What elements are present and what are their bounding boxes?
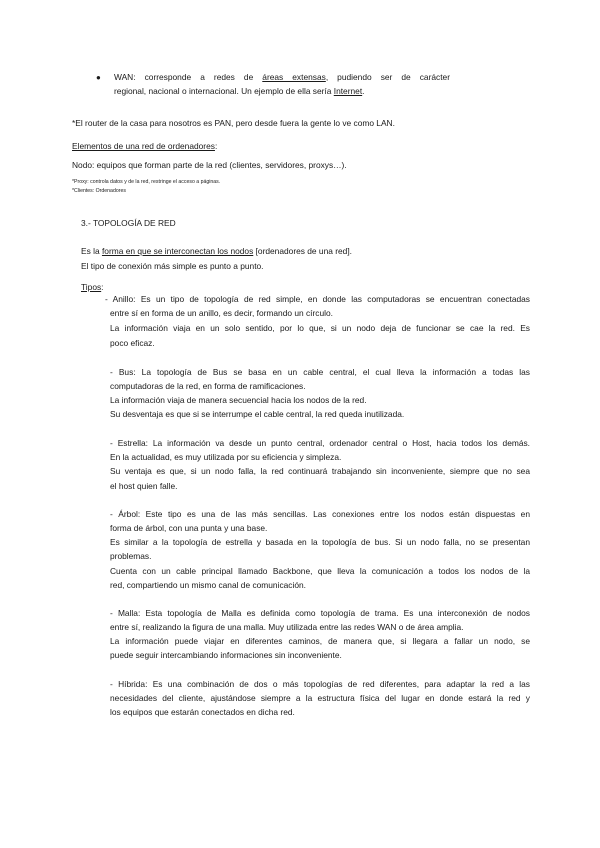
note-proxy: *Proxy: controla datos y de la red, restringe el acceso a páginas. <box>72 179 221 185</box>
arbol-line-1: - Árbol: Este tipo es una de las más sencillas. Las conexiones entre los nodos están dispuestas en <box>110 509 530 519</box>
topologia-definition: Es la forma en que se interconectan los nodos [ordenadores de una red]. <box>81 246 352 256</box>
arbol-line-4: problemas. <box>110 551 152 561</box>
malla-line-2: entre sí, realizando la figura de una malla. Muy utilizada entre las redes WAN o de área amplia. <box>110 622 464 632</box>
hibrida-line-2: necesidades del cliente, ajustándose siempre a la estructura física del lugar en donde estará la red y <box>110 693 530 703</box>
anillo-line-2: entre sí en forma de un anillo, es decir, formando un círculo. <box>110 308 333 318</box>
anillo-line-1: - Anillo: Es un tipo de topología de red simple, en donde las computadoras se encuentran conectadas <box>105 294 530 304</box>
hibrida-line-3: los equipos que estarán conectados en dicha red. <box>110 707 295 717</box>
arbol-line-3: Es similar a la topología de estrella y basada en la topología de bus. Si un nodo falla, no se presentan <box>110 537 530 547</box>
arbol-line-6: red, compartiendo un mismo canal de comunicación. <box>110 580 306 590</box>
malla-line-1: - Malla: Esta topología de Malla es definida como topología de trama. Es una interconexión de nodos <box>110 608 530 618</box>
nodo-definition: Nodo: equipos que forman parte de la red (clientes, servidores, proxys…). <box>72 160 347 170</box>
internet-link[interactable]: Internet <box>333 86 363 96</box>
bus-line-3: La información viaja de manera secuencial hacia los nodos de la red. <box>110 395 367 405</box>
anillo-line-4: poco eficaz. <box>110 338 155 348</box>
estrella-line-1: - Estrella: La información va desde un punto central, ordenador central o Host, hacia todos los demás. <box>110 438 530 448</box>
malla-line-4: puede seguir intercambiando informaciones sin inconveniente. <box>110 650 342 660</box>
bus-line-2: computadoras de la red, en forma de ramificaciones. <box>110 381 306 391</box>
arbol-line-2: forma de árbol, con una punta y una base. <box>110 523 268 533</box>
estrella-line-4: el host quien falle. <box>110 481 178 491</box>
note-clientes: *Clientes: Ordenadores <box>72 188 126 194</box>
estrella-line-3: Su ventaja es que, si un nodo falla, la red continuará trabajando sin inconveniente, siempre que no sea <box>110 466 530 476</box>
anillo-line-3: La información viaja en un solo sentido, por lo que, si un nodo deja de funcionar se cae la red. Es <box>110 323 530 333</box>
bus-line-4: Su desventaja es que si se interrumpe el cable central, la red queda inutilizada. <box>110 409 405 419</box>
bus-line-1: - Bus: La topología de Bus se basa en un cable central, el cual lleva la información a todas las <box>110 367 530 377</box>
wan-line-2: regional, nacional o internacional. Un ejemplo de ella sería Internet. <box>114 86 365 96</box>
wan-line-1: WAN: corresponde a redes de áreas extensas, pudiendo ser de carácter <box>114 72 450 82</box>
estrella-line-2: En la actualidad, es muy utilizada por su eficiencia y simpleza. <box>110 452 342 462</box>
topologia-simple: El tipo de conexión más simple es punto a punto. <box>81 261 264 271</box>
arbol-line-5: Cuenta con un cable principal llamado Backbone, que lleva la comunicación a todos los nodos de la <box>110 566 530 576</box>
bullet-icon: ● <box>96 73 101 82</box>
topologia-heading: 3.- TOPOLOGÍA DE RED <box>81 218 176 228</box>
tipos-label: Tipos: <box>81 282 104 292</box>
router-note: *El router de la casa para nosotros es PAN, pero desde fuera la gente lo ve como LAN. <box>72 118 395 128</box>
malla-line-3: La información puede viajar en diferentes caminos, de manera que, si llegara a fallar un nodo, se <box>110 636 530 646</box>
areas-extensas-link[interactable]: áreas extensas <box>262 72 326 82</box>
hibrida-line-1: - Híbrida: Es una combinación de dos o más topologías de red diferentes, para adaptar la red a las <box>110 679 530 689</box>
elementos-heading: Elementos de una red de ordenadores: <box>72 141 218 151</box>
